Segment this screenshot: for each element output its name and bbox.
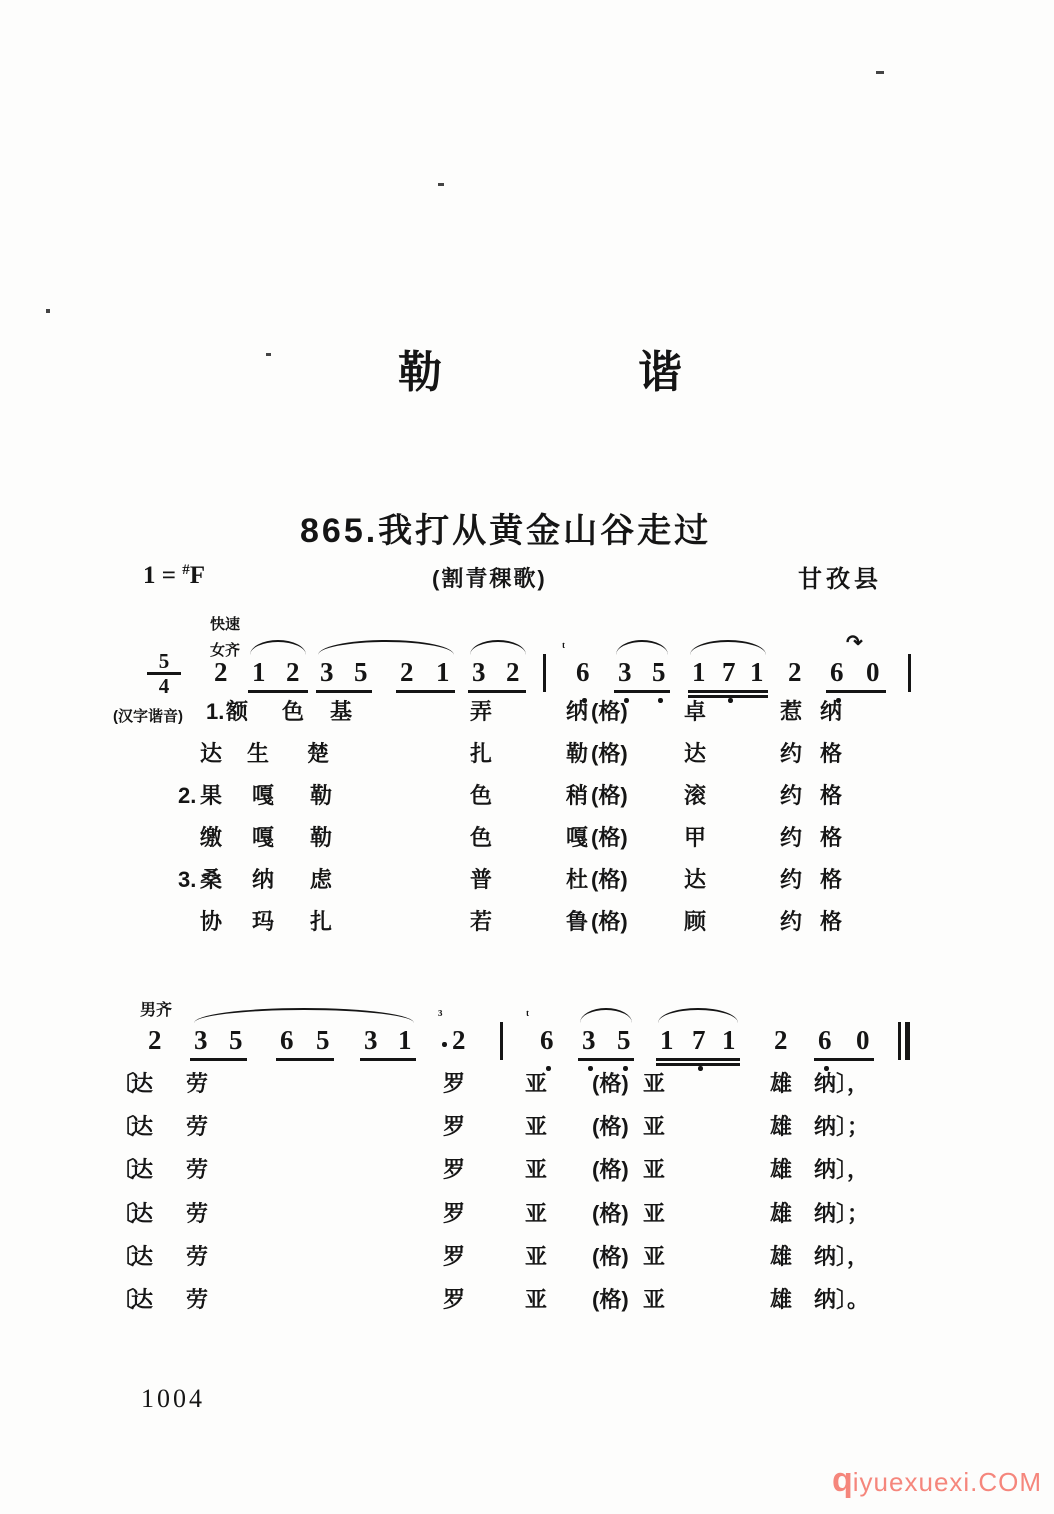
lyric-syllable: 劳	[186, 1244, 209, 1269]
lyric-syllable: 2.	[178, 783, 197, 808]
note-digit: 3	[472, 657, 486, 687]
barline	[898, 1022, 901, 1060]
lyric-syllable: 约	[780, 867, 803, 892]
beam-line	[316, 690, 372, 693]
note-digit: 2	[148, 1025, 162, 1055]
octave-dot	[824, 1066, 829, 1071]
lyric-syllable: 勒	[566, 741, 589, 766]
lyric-syllable: 扎	[470, 741, 493, 766]
scan-speck	[876, 71, 884, 74]
voice-label-men: 男齐	[140, 1002, 173, 1019]
lyric-syllable: 格	[820, 825, 843, 850]
lyric-syllable: 果	[200, 783, 223, 808]
barline	[543, 654, 546, 692]
lyric-syllable: 约	[780, 741, 803, 766]
grace-octave-dot	[442, 1042, 447, 1047]
lyric-syllable: 达	[131, 1287, 154, 1312]
note-digit: 5	[229, 1025, 243, 1055]
lyric-syllable: 惹	[780, 699, 803, 724]
song-subtitle: (割青稞歌)	[432, 566, 547, 591]
grace-note: ᵗ	[562, 640, 566, 656]
lyric-syllable: 罗	[443, 1114, 466, 1139]
lyric-syllable: 亚	[525, 1071, 548, 1096]
lyric-syllable: 〔	[112, 1201, 135, 1226]
time-signature-bottom: 4	[158, 674, 170, 698]
lyric-syllable: 纳	[814, 1244, 837, 1269]
lyric-syllable: 纳	[566, 699, 589, 724]
octave-dot	[658, 698, 663, 703]
key-signature	[143, 562, 205, 590]
lyric-syllable: 〔	[112, 1114, 135, 1139]
lyric-syllable: 雄	[770, 1244, 793, 1269]
lyric-syllable: 协	[200, 909, 223, 934]
lyric-syllable: 基	[330, 699, 353, 724]
note-digit: 6	[830, 657, 844, 687]
scan-speck	[266, 353, 271, 356]
slide-down-ornament: ↷	[846, 632, 863, 654]
slur-arc	[690, 640, 766, 655]
sharp-accidental: #	[182, 562, 190, 578]
lyric-syllable: 纳	[814, 1071, 837, 1096]
octave-dot	[588, 1066, 593, 1071]
lyric-syllable: 〕，	[836, 1157, 870, 1182]
lyric-syllable: 1.	[206, 699, 225, 724]
lyric-syllable: (格)	[592, 1287, 629, 1312]
note-digit: 1	[252, 657, 266, 687]
lyric-syllable: 色	[470, 783, 493, 808]
lyric-syllable: 色	[282, 699, 305, 724]
page-title: 勒 谐	[398, 348, 758, 397]
lyric-syllable: (格)	[592, 1071, 629, 1096]
beam-line	[360, 1058, 416, 1061]
lyric-syllable: 嘎	[566, 825, 589, 850]
lyric-syllable: 劳	[186, 1114, 209, 1139]
beam-line	[468, 690, 526, 693]
lyric-syllable: (格)	[592, 1244, 629, 1269]
beam-line	[248, 690, 308, 693]
lyric-syllable: 色	[470, 825, 493, 850]
lyric-syllable: (格)	[592, 1201, 629, 1226]
lyric-syllable: 纳	[814, 1157, 837, 1182]
lyric-syllable: 达	[200, 741, 223, 766]
lyric-syllable: (格)	[592, 1157, 629, 1182]
note-digit: 6	[576, 657, 590, 687]
barline	[908, 654, 911, 692]
lyric-syllable: 甲	[684, 825, 707, 850]
lyric-syllable: 雄	[770, 1071, 793, 1096]
beam-line	[614, 690, 670, 693]
lyric-syllable: 杜	[566, 867, 589, 892]
note-digit: 2	[788, 657, 802, 687]
lyric-syllable: 格	[820, 909, 843, 934]
lyric-syllable: 亚	[525, 1157, 548, 1182]
lyric-syllable: 楚	[307, 741, 330, 766]
note-digit: 1	[722, 1025, 736, 1055]
note-digit: 2	[452, 1025, 466, 1055]
lyric-syllable: 亚	[643, 1071, 666, 1096]
barline	[500, 1022, 503, 1060]
note-digit: 1	[750, 657, 764, 687]
slur-arc	[194, 1008, 414, 1023]
lyric-syllable: 生	[247, 741, 270, 766]
lyric-syllable: 雄	[770, 1114, 793, 1139]
lyric-syllable: (格)	[591, 741, 628, 766]
tempo-label: 快速	[210, 616, 241, 633]
note-digit: 3	[582, 1025, 596, 1055]
beam-line	[578, 1058, 634, 1061]
note-digit: 5	[354, 657, 368, 687]
lyric-syllable: 亚	[525, 1114, 548, 1139]
key-note: F	[189, 562, 206, 589]
time-signature	[147, 650, 181, 697]
lyric-syllable: 勒	[310, 783, 333, 808]
lyric-syllable: 3.	[178, 867, 197, 892]
lyric-syllable: (格)	[591, 909, 628, 934]
lyric-syllable: 嘎	[252, 825, 275, 850]
note-digit: 6	[280, 1025, 294, 1055]
note-digit: 3	[194, 1025, 208, 1055]
lyric-syllable: 罗	[443, 1244, 466, 1269]
region-label: 甘孜县	[798, 566, 882, 593]
lyric-syllable: 劳	[186, 1071, 209, 1096]
lyric-syllable: 嘎	[252, 783, 275, 808]
watermark	[832, 1461, 1042, 1500]
lyric-syllable: 〔	[112, 1244, 135, 1269]
lyric-syllable: 纳	[814, 1114, 837, 1139]
lyric-syllable: 达	[131, 1244, 154, 1269]
lyric-syllable: 达	[684, 741, 707, 766]
note-digit: 1	[692, 657, 706, 687]
lyric-syllable: (汉字谐音)	[113, 708, 183, 725]
lyric-syllable: 罗	[443, 1287, 466, 1312]
note-digit: 6	[540, 1025, 554, 1055]
voice-label-women: 女齐	[210, 642, 241, 659]
lyric-syllable: 〕。	[836, 1287, 870, 1312]
grace-note: ³	[438, 1008, 443, 1024]
key-prefix: 1 =	[143, 562, 183, 589]
note-digit: 3	[320, 657, 334, 687]
lyric-syllable: 〔	[112, 1071, 135, 1096]
lyric-syllable: 纳	[252, 867, 275, 892]
barline-final	[905, 1022, 910, 1060]
song-title: 865.我打从黄金山谷走过	[300, 512, 712, 550]
beam-line	[396, 690, 455, 693]
lyric-syllable: 约	[780, 783, 803, 808]
lyric-syllable: 亚	[643, 1114, 666, 1139]
note-digit: 2	[400, 657, 414, 687]
lyric-syllable: 达	[131, 1157, 154, 1182]
time-signature-top: 5	[158, 649, 170, 673]
beam-line	[656, 1058, 740, 1061]
slur-arc	[470, 640, 526, 655]
lyric-syllable: 亚	[643, 1157, 666, 1182]
lyric-syllable: 劳	[186, 1157, 209, 1182]
note-digit: 0	[866, 657, 880, 687]
note-digit: 0	[856, 1025, 870, 1055]
lyric-syllable: 雄	[770, 1287, 793, 1312]
slur-arc	[580, 1008, 632, 1023]
lyric-syllable: 亚	[525, 1201, 548, 1226]
lyric-syllable: 纳	[814, 1287, 837, 1312]
lyric-syllable: (格)	[591, 867, 628, 892]
beam-line	[276, 1058, 334, 1061]
lyric-syllable: 罗	[443, 1201, 466, 1226]
lyric-syllable: 亚	[643, 1244, 666, 1269]
octave-dot	[623, 1066, 628, 1071]
lyric-syllable: 〕，	[836, 1244, 870, 1269]
lyric-syllable: (格)	[591, 783, 628, 808]
lyric-syllable: 卓	[684, 699, 707, 724]
lyric-syllable: (格)	[592, 1114, 629, 1139]
lyric-syllable: 〕；	[836, 1201, 870, 1226]
lyric-syllable: 罗	[443, 1071, 466, 1096]
lyric-syllable: 玛	[252, 909, 275, 934]
lyric-syllable: 〔	[112, 1287, 135, 1312]
note-digit: 1	[398, 1025, 412, 1055]
note-digit: 1	[660, 1025, 674, 1055]
octave-dot	[728, 698, 733, 703]
slur-arc	[318, 640, 454, 655]
grace-note: ᵗ	[526, 1008, 530, 1024]
note-digit: 2	[774, 1025, 788, 1055]
lyric-syllable: 格	[820, 867, 843, 892]
note-digit: 3	[364, 1025, 378, 1055]
lyric-syllable: 亚	[643, 1201, 666, 1226]
lyric-syllable: (格)	[591, 825, 628, 850]
lyric-syllable: 达	[131, 1114, 154, 1139]
lyric-syllable: 桑	[200, 867, 223, 892]
slur-arc	[616, 640, 668, 655]
note-digit: 7	[722, 657, 736, 687]
beam-line	[688, 690, 768, 693]
note-digit: 3	[618, 657, 632, 687]
scan-speck	[46, 309, 50, 313]
lyric-syllable: 〕，	[836, 1071, 870, 1096]
note-digit: 2	[506, 657, 520, 687]
octave-dot	[546, 1066, 551, 1071]
page-number: 1004	[141, 1384, 205, 1413]
note-digit: 2	[214, 657, 228, 687]
lyric-syllable: 罗	[443, 1157, 466, 1182]
lyric-syllable: 亚	[525, 1287, 548, 1312]
watermark-initial: q	[832, 1461, 853, 1499]
lyric-syllable: 格	[820, 741, 843, 766]
lyric-syllable: 〔	[112, 1157, 135, 1182]
note-digit: 5	[652, 657, 666, 687]
lyric-syllable: 达	[131, 1201, 154, 1226]
scan-speck	[438, 183, 444, 186]
lyric-syllable: 扎	[310, 909, 333, 934]
note-digit: 6	[818, 1025, 832, 1055]
beam-line	[826, 690, 886, 693]
watermark-text: iyuexuexi.COM	[852, 1467, 1043, 1497]
lyric-syllable: 雄	[770, 1201, 793, 1226]
slur-arc	[250, 640, 306, 655]
lyric-syllable: 格	[820, 783, 843, 808]
lyric-syllable: 普	[470, 867, 493, 892]
lyric-syllable: 额	[226, 699, 249, 724]
lyric-syllable: 劳	[186, 1287, 209, 1312]
note-digit: 5	[617, 1025, 631, 1055]
lyric-syllable: 达	[684, 867, 707, 892]
lyric-syllable: 雄	[770, 1157, 793, 1182]
lyric-syllable: (格)	[591, 699, 628, 724]
lyric-syllable: 约	[780, 825, 803, 850]
lyric-syllable: 稍	[566, 783, 589, 808]
lyric-syllable: 亚	[525, 1244, 548, 1269]
lyric-syllable: 若	[470, 909, 493, 934]
slur-arc	[658, 1008, 738, 1023]
note-digit: 7	[692, 1025, 706, 1055]
octave-dot	[698, 1066, 703, 1071]
lyric-syllable: 勒	[310, 825, 333, 850]
lyric-syllable: 纳	[814, 1201, 837, 1226]
beam-line	[190, 1058, 247, 1061]
lyric-syllable: 亚	[643, 1287, 666, 1312]
lyric-syllable: 约	[780, 909, 803, 934]
lyric-syllable: 顾	[684, 909, 707, 934]
lyric-syllable: 滚	[684, 783, 707, 808]
lyric-syllable: 〕；	[836, 1114, 870, 1139]
note-digit: 2	[286, 657, 300, 687]
lyric-syllable: 鲁	[566, 909, 589, 934]
note-digit: 5	[316, 1025, 330, 1055]
lyric-syllable: 缴	[200, 825, 223, 850]
lyric-syllable: 纳	[820, 699, 843, 724]
beam-line	[814, 1058, 874, 1061]
note-digit: 1	[436, 657, 450, 687]
lyric-syllable: 弄	[470, 699, 493, 724]
lyric-syllable: 劳	[186, 1201, 209, 1226]
lyric-syllable: 达	[131, 1071, 154, 1096]
lyric-syllable: 虑	[310, 867, 333, 892]
